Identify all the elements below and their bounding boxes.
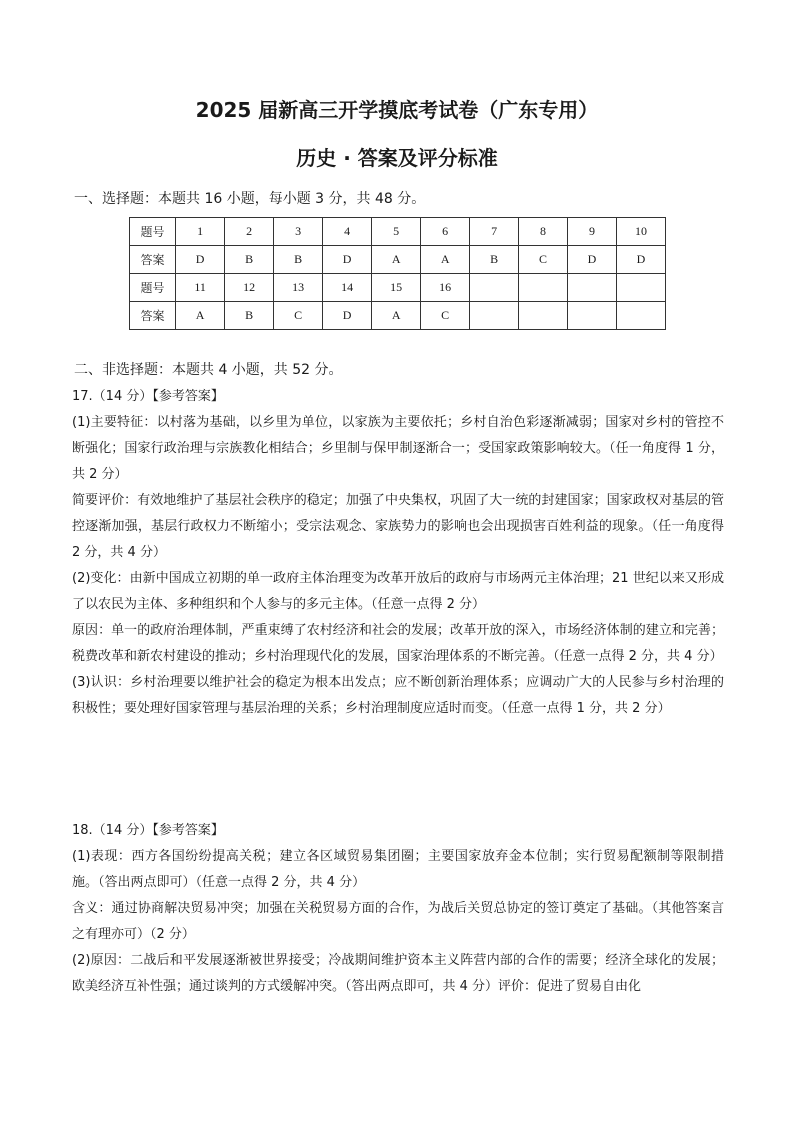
question-number: 2: [225, 218, 274, 246]
q18-part2: (2)原因：二战后和平发展逐渐被世界接受；冷战期间维护资本主义阵营内部的合作的需要；经济全球化的发展；欧美经济互补性强；通过谈判的方式缓解冲突。（答出两点即可，共 4 分）评价：促进了贸易自由化: [72, 953, 724, 994]
section1-heading: 一、选择题：本题共 16 小题，每小题 3 分，共 48 分。: [74, 191, 426, 207]
row-label-number: 题号: [130, 274, 176, 302]
empty-cell: [616, 274, 665, 302]
question-number: 10: [616, 218, 665, 246]
question-number: 1: [176, 218, 225, 246]
page-subtitle: 历史 · 答案及评分标准: [296, 146, 498, 170]
answer-cell: D: [323, 302, 372, 330]
row-label-number: 题号: [130, 218, 176, 246]
question-number: 12: [225, 274, 274, 302]
q18-heading: 18.（14 分）【参考答案】: [72, 823, 224, 838]
empty-cell: [519, 302, 568, 330]
answer-cell: A: [372, 302, 421, 330]
q17-heading: 17.（14 分）【参考答案】: [72, 389, 224, 404]
question-17-block: [72, 384, 724, 722]
answer-table: [129, 217, 666, 330]
question-number: 4: [323, 218, 372, 246]
answer-cell: C: [274, 302, 323, 330]
question-number: 5: [372, 218, 421, 246]
question-18-block: [72, 818, 724, 1000]
question-number: 7: [470, 218, 519, 246]
question-number: 9: [567, 218, 616, 246]
answer-cell: D: [323, 246, 372, 274]
empty-cell: [616, 302, 665, 330]
answer-cell: D: [176, 246, 225, 274]
row-label-answer: 答案: [130, 302, 176, 330]
question-number: 13: [274, 274, 323, 302]
q17-part3: (3)认识：乡村治理要以维护社会的稳定为根本出发点；应不断创新治理体系；应调动广大的人民参与乡村治理的积极性；要处理好国家管理与基层治理的关系；乡村治理制度应适时而变。（任意一点得 1 分，共 2 分）: [72, 675, 724, 716]
table-row: [130, 274, 666, 302]
question-number: 3: [274, 218, 323, 246]
q18-part1: (1)表现：西方各国纷纷提高关税；建立各区域贸易集团圈；主要国家放弃金本位制；实行贸易配额制等限制措施。（答出两点即可）（任意一点得 2 分，共 4 分）: [72, 849, 724, 890]
empty-cell: [567, 274, 616, 302]
q17-evaluation: 简要评价：有效地维护了基层社会秩序的稳定；加强了中央集权，巩固了大一统的封建国家；国家政权对基层的管控逐渐加强，基层行政权力不断缩小；受宗法观念、家族势力的影响也会出现损害百姓利益的现象。（任一角度得 2 分，共 4 分）: [72, 493, 724, 560]
answer-cell: B: [274, 246, 323, 274]
q17-part2: (2)变化：由新中国成立初期的单一政府主体治理变为改革开放后的政府与市场两元主体治理；21 世纪以来又形成了以农民为主体、多种组织和个人参与的多元主体。（任意一点得 2 分）: [72, 571, 724, 612]
answer-cell: B: [225, 302, 274, 330]
answer-cell: A: [372, 246, 421, 274]
table-row: [130, 302, 666, 330]
q18-meaning: 含义：通过协商解决贸易冲突；加强在关税贸易方面的合作，为战后关贸总协定的签订奠定了基础。（其他答案言之有理亦可）（2 分）: [72, 901, 724, 942]
empty-cell: [567, 302, 616, 330]
question-number: 11: [176, 274, 225, 302]
q17-part1: (1)主要特征：以村落为基础，以乡里为单位，以家族为主要依托；乡村自治色彩逐渐减弱；国家对乡村的管控不断强化；国家行政治理与宗族教化相结合；乡里制与保甲制逐渐合一；受国家政策影响较大。（任一角度得 1 分，共 2 分）: [72, 415, 724, 482]
row-label-answer: 答案: [130, 246, 176, 274]
table-row: [130, 246, 666, 274]
table-row: [130, 218, 666, 246]
question-number: 6: [421, 218, 470, 246]
answer-cell: A: [176, 302, 225, 330]
answer-cell: A: [421, 246, 470, 274]
question-number: 15: [372, 274, 421, 302]
empty-cell: [519, 274, 568, 302]
empty-cell: [470, 274, 519, 302]
answer-cell: D: [567, 246, 616, 274]
section2-heading: 二、非选择题：本题共 4 小题，共 52 分。: [74, 362, 343, 378]
answer-cell: D: [616, 246, 665, 274]
question-number: 8: [519, 218, 568, 246]
question-number: 16: [421, 274, 470, 302]
empty-cell: [470, 302, 519, 330]
answer-cell: B: [225, 246, 274, 274]
page-title: 2025 届新高三开学摸底考试卷（广东专用）: [195, 98, 599, 122]
question-number: 14: [323, 274, 372, 302]
q17-reasons: 原因：单一的政府治理体制，严重束缚了农村经济和社会的发展；改革开放的深入，市场经济体制的建立和完善；税费改革和新农村建设的推动；乡村治理现代化的发展，国家治理体系的不断完善。（任意一点得 2 分，共 4 分）: [72, 623, 724, 664]
answer-cell: C: [519, 246, 568, 274]
answer-cell: C: [421, 302, 470, 330]
answer-cell: B: [470, 246, 519, 274]
